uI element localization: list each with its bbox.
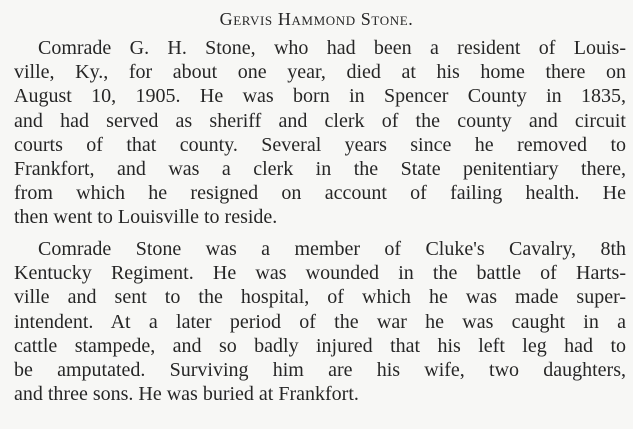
paragraph-line: intendent. At a later period of the war he was caught in a xyxy=(14,310,626,333)
obituary-title: Gervis Hammond Stone. xyxy=(219,9,414,29)
paragraph-1 xyxy=(14,36,626,230)
paragraph-line: and had served as sheriff and clerk of the county and circuit xyxy=(14,109,626,132)
paragraph-line: be amputated. Surviving him are his wife, two daughters, xyxy=(14,358,626,381)
paragraph-line: Comrade G. H. Stone, who had been a resident of Louis- xyxy=(38,37,626,59)
paragraph-line: Comrade Stone was a member of Cluke's Cavalry, 8th xyxy=(38,238,626,260)
paragraph-2 xyxy=(14,237,626,406)
paragraph-line: cattle stampede, and so badly injured that his left leg had to xyxy=(14,334,626,357)
paragraph-line: Kentucky Regiment. He was wounded in the battle of Harts- xyxy=(14,262,626,285)
paragraph-line: August 10, 1905. He was born in Spencer County in 1835, xyxy=(14,85,626,108)
paragraph-line: Frankfort, and was a clerk in the State penitentiary there, xyxy=(14,157,626,180)
paragraph-line: courts of that county. Several years since he removed to xyxy=(14,133,626,156)
paragraph-line: ville and sent to the hospital, of which he was made super- xyxy=(14,286,626,309)
paragraph-line: ville, Ky., for about one year, died at his home there on xyxy=(14,61,626,84)
paragraph-line: from which he resigned on account of failing health. He xyxy=(14,182,626,205)
paragraph-line: then went to Louisville to reside. xyxy=(14,206,278,229)
paragraph-line: and three sons. He was buried at Frankfort. xyxy=(14,383,359,406)
